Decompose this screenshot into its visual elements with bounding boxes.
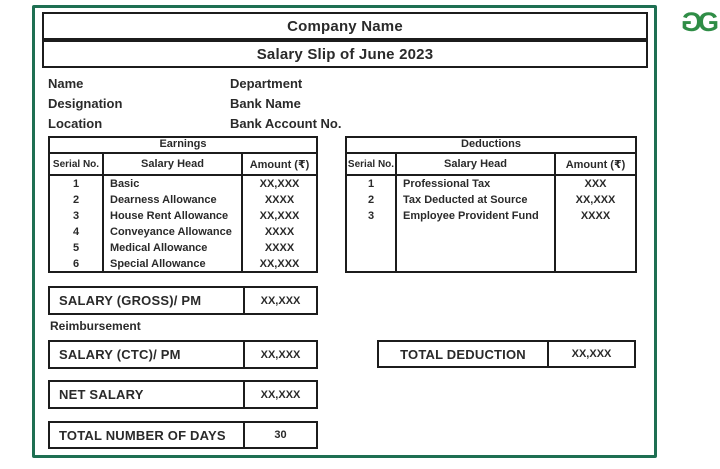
earnings-col-head: Salary Head [104, 154, 243, 174]
cell-serial: 5 [50, 240, 104, 256]
cell-head: House Rent Allowance [104, 208, 243, 224]
cell-serial: 2 [347, 192, 397, 208]
earnings-table [48, 136, 318, 273]
table-row [347, 176, 635, 192]
cell-head: Basic [104, 176, 243, 192]
cell-amount: XXXX [264, 242, 295, 254]
cell-amount: XX,XXX [259, 178, 300, 190]
slip-title-header: Salary Slip of June 2023 [42, 40, 648, 68]
cell-amount: XX,XXX [259, 258, 300, 270]
total-days-label: TOTAL NUMBER OF DAYS [59, 427, 226, 443]
cell-amount: XX,XXX [575, 194, 616, 206]
label-name: Name [48, 75, 84, 91]
label-location: Location [48, 115, 103, 131]
salary-gross-box [48, 286, 318, 315]
salary-ctc-box [48, 340, 318, 369]
cell-serial: 3 [50, 208, 104, 224]
deductions-table [345, 136, 637, 273]
cell-head: Conveyance Allowance [104, 224, 243, 240]
table-filler-row [347, 224, 635, 271]
table-row [50, 256, 316, 272]
deductions-table-body [347, 176, 635, 271]
logo-g-left: G [680, 6, 702, 37]
earnings-table-title: Earnings [50, 138, 316, 154]
total-days-amount: 30 [243, 423, 316, 447]
deductions-col-serial: Serial No. [347, 154, 397, 174]
table-row [50, 240, 316, 256]
cell-serial: 3 [347, 208, 397, 224]
logo-g-right: G [698, 6, 720, 37]
earnings-table-header [50, 154, 316, 176]
cell-head: Dearness Allowance [104, 192, 243, 208]
cell-serial: 1 [347, 176, 397, 192]
net-salary-box [48, 380, 318, 409]
salary-ctc-label: SALARY (CTC)/ PM [59, 347, 181, 362]
table-row [347, 192, 635, 208]
cell-amount: XXX [584, 178, 607, 190]
cell-amount: XXXX [580, 210, 611, 222]
table-row [347, 208, 635, 224]
label-bank-name: Bank Name [230, 95, 301, 111]
cell-head: Professional Tax [397, 176, 556, 192]
total-deduction-box [377, 340, 636, 368]
deductions-table-header [347, 154, 635, 176]
salary-gross-amount: XX,XXX [243, 288, 316, 313]
salary-ctc-amount: XX,XXX [243, 342, 316, 367]
table-row [50, 192, 316, 208]
label-department: Department [230, 75, 303, 91]
employee-info-block [48, 73, 341, 133]
cell-head: Tax Deducted at Source [397, 192, 556, 208]
net-salary-amount: XX,XXX [243, 382, 316, 407]
label-designation: Designation [48, 95, 123, 111]
salary-gross-label: SALARY (GROSS)/ PM [59, 293, 202, 308]
cell-amount: XX,XXX [259, 210, 300, 222]
net-salary-label: NET SALARY [59, 387, 144, 402]
cell-amount: XXXX [264, 226, 295, 238]
total-deduction-amount: XX,XXX [547, 342, 634, 366]
cell-serial: 1 [50, 176, 104, 192]
table-row [50, 224, 316, 240]
total-deduction-label: TOTAL DEDUCTION [400, 346, 526, 362]
cell-serial: 4 [50, 224, 104, 240]
table-row [50, 176, 316, 192]
total-days-box [48, 421, 318, 449]
table-row [50, 208, 316, 224]
cell-head: Special Allowance [104, 256, 243, 272]
cell-head: Employee Provident Fund [397, 208, 556, 224]
deductions-col-amount: Amount (₹) [565, 158, 626, 171]
reimbursement-label: Reimbursement [50, 319, 141, 333]
geeksforgeeks-logo-icon [680, 4, 720, 40]
cell-head: Medical Allowance [104, 240, 243, 256]
company-name-header: Company Name [42, 12, 648, 40]
cell-amount: XXXX [264, 194, 295, 206]
earnings-table-body [50, 176, 316, 272]
deductions-table-title: Deductions [347, 138, 635, 154]
cell-serial: 6 [50, 256, 104, 272]
label-bank-account-no: Bank Account No. [230, 115, 342, 131]
earnings-col-serial: Serial No. [50, 154, 104, 174]
deductions-col-head: Salary Head [397, 154, 556, 174]
cell-serial: 2 [50, 192, 104, 208]
earnings-col-amount: Amount (₹) [249, 158, 310, 171]
